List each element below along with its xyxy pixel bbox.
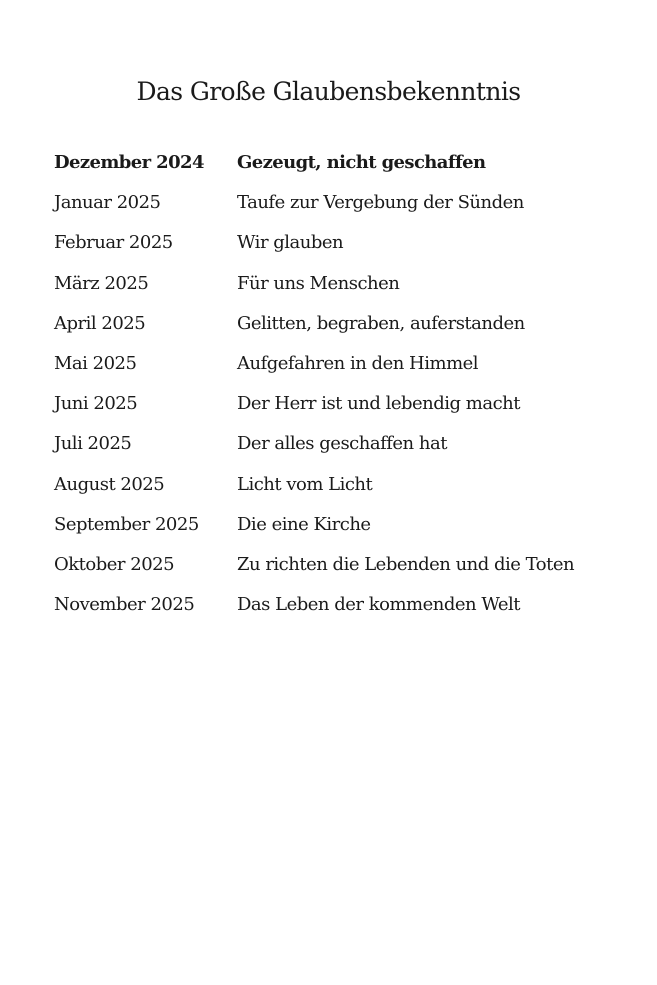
schedule-row <box>54 388 614 428</box>
schedule-topic: Zu richten die Lebenden und die Toten <box>237 553 575 575</box>
schedule-row <box>54 268 614 308</box>
schedule-row <box>54 187 614 227</box>
schedule-month: Januar 2025 <box>54 192 161 214</box>
schedule-row <box>54 549 614 589</box>
schedule-row-current <box>54 147 614 187</box>
page-title: Das Große Glaubensbekenntnis <box>136 77 521 106</box>
schedule-topic: Gezeugt, nicht geschaffen <box>237 152 486 173</box>
schedule-month: Juli 2025 <box>54 433 132 455</box>
schedule-row <box>54 469 614 509</box>
schedule-row <box>54 509 614 549</box>
schedule-row <box>54 428 614 468</box>
schedule-month: März 2025 <box>54 272 149 294</box>
schedule-month: Oktober 2025 <box>54 553 175 575</box>
schedule-topic: Gelitten, begraben, auferstanden <box>237 312 525 334</box>
schedule-month: Dezember 2024 <box>54 152 204 173</box>
schedule-row <box>54 348 614 388</box>
schedule-topic: Der alles geschaffen hat <box>237 433 447 455</box>
schedule-topic: Der Herr ist und lebendig macht <box>237 393 520 415</box>
schedule-row <box>54 308 614 348</box>
schedule-topic: Die eine Kirche <box>237 513 371 535</box>
schedule-list <box>54 147 614 629</box>
schedule-topic: Licht vom Licht <box>237 473 373 495</box>
schedule-month: Februar 2025 <box>54 232 173 254</box>
schedule-month: Juni 2025 <box>54 393 138 415</box>
schedule-row <box>54 227 614 267</box>
schedule-month: April 2025 <box>54 312 146 334</box>
schedule-topic: Taufe zur Vergebung der Sünden <box>237 192 524 214</box>
schedule-topic: Wir glauben <box>237 232 344 254</box>
schedule-month: September 2025 <box>54 513 199 535</box>
schedule-topic: Das Leben der kommenden Welt <box>237 594 521 616</box>
schedule-month: Mai 2025 <box>54 352 137 374</box>
schedule-month: August 2025 <box>54 473 165 495</box>
schedule-topic: Aufgefahren in den Himmel <box>237 352 479 374</box>
schedule-month: November 2025 <box>54 594 195 616</box>
schedule-row <box>54 589 614 629</box>
schedule-topic: Für uns Menschen <box>237 272 400 294</box>
